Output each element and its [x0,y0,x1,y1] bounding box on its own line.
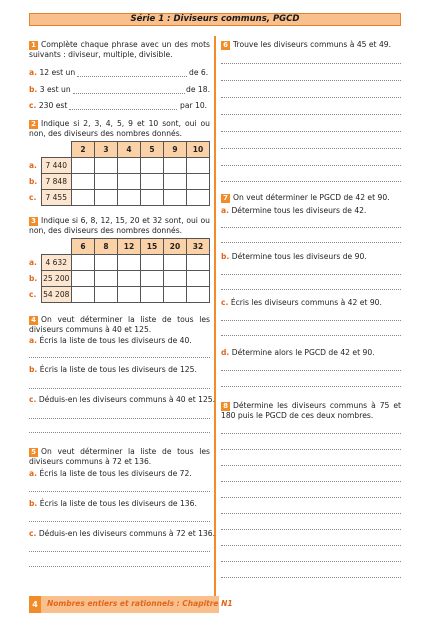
table-header: 10 [187,142,210,158]
answer-line[interactable] [221,481,401,482]
answer-line[interactable] [221,227,401,228]
exercise-8-text: Détermine les diviseurs communs à 75 et 180 puis le PGCD de ces deux nombres. [221,401,401,420]
answer-cell[interactable] [95,271,118,287]
exercise-5-number: 5 [29,448,38,457]
answer-cell[interactable] [187,158,210,174]
exercise-1-item-c [29,101,67,111]
answer-line[interactable] [221,335,401,336]
question-text: Déduis-en les diviseurs communs à 40 et 125. [38,395,216,404]
answer-cell[interactable] [141,255,164,271]
answer-cell[interactable] [118,190,141,206]
answer-cell[interactable] [72,158,95,174]
answer-line[interactable] [221,131,401,132]
exercise-4-text: On veut déterminer la liste de tous les diviseurs communs à 40 et 125. [29,315,210,334]
row-label: b. [29,176,38,186]
exercise-4-c [29,395,215,405]
exercise-6-instruction [221,40,391,50]
exercise-6-text: Trouve les diviseurs communs à 45 et 49. [233,40,392,49]
answer-cell[interactable] [141,158,164,174]
question-text: Écris la liste de tous les diviseurs de 72. [39,469,192,478]
answer-cell[interactable] [72,174,95,190]
page-number: 4 [29,596,41,613]
answer-line[interactable] [221,181,401,182]
table-row [29,190,210,206]
answer-line[interactable] [221,242,401,243]
table-header: 4 [118,142,141,158]
exercise-7-b [221,252,367,262]
question-text: Écris la liste de tous les diviseurs de 125. [39,365,197,374]
answer-cell[interactable] [164,158,187,174]
table-header: 3 [95,142,118,158]
row-value: 54 208 [41,287,72,303]
row-value: 7 455 [41,190,72,206]
table-row [29,287,210,303]
column-divider [214,36,216,596]
row-value: 4 632 [41,255,72,271]
answer-cell[interactable] [187,190,210,206]
exercise-2-instruction [29,119,210,139]
answer-line[interactable] [221,274,401,275]
answer-cell[interactable] [164,255,187,271]
row-value: 25 200 [41,271,72,287]
answer-line[interactable] [29,418,210,419]
exercise-7-a [221,206,366,216]
table-row [29,255,210,271]
exercise-4-instruction [29,315,210,335]
exercise-4-number: 4 [29,316,38,325]
answer-cell[interactable] [187,255,210,271]
exercise-3-text: Indique si 6, 8, 12, 15, 20 et 32 sont, oui ou non, des diviseurs des nombres donnés. [29,216,210,235]
answer-line[interactable] [221,529,401,530]
answer-line[interactable] [221,114,401,115]
exercise-2-table [29,141,210,206]
exercise-5-instruction [29,447,210,467]
exercise-1-text: Complète chaque phrase avec un des mots suivants : diviseur, multiple, divisible. [29,40,210,59]
answer-line[interactable] [29,388,210,389]
answer-line[interactable] [221,545,401,546]
exercise-7-number: 7 [221,194,230,203]
table-row [29,271,210,287]
question-text: Détermine tous les diviseurs de 42. [231,206,367,215]
question-text: Détermine alors le PGCD de 42 et 90. [231,348,375,357]
exercise-6-number: 6 [221,41,230,50]
item-label: a. [29,68,38,77]
answer-line[interactable] [221,97,401,98]
exercise-7-d [221,348,375,358]
item-label: a. [29,469,38,478]
row-value: 7 848 [41,174,72,190]
table-header: 32 [187,239,210,255]
table-row [29,174,210,190]
answer-cell[interactable] [141,190,164,206]
item-label: b. [29,499,38,508]
exercise-1-item-b [29,85,71,95]
answer-cell[interactable] [95,287,118,303]
table-header: 20 [164,239,187,255]
exercise-2-number: 2 [29,120,38,129]
exercise-7-c [221,298,382,308]
question-text: Écris les diviseurs communs à 42 et 90. [230,298,382,307]
exercise-7-text: On veut déterminer le PGCD de 42 et 90. [233,193,390,202]
exercise-1-item-a [29,68,75,78]
exercise-1-instruction [29,40,210,60]
question-text: Écris la liste de tous les diviseurs de 136. [39,499,197,508]
table-header: 12 [118,239,141,255]
answer-line[interactable] [221,449,401,450]
answer-cell[interactable] [164,174,187,190]
exercise-5-a [29,469,192,479]
answer-line[interactable] [221,465,401,466]
answer-cell[interactable] [118,158,141,174]
answer-cell[interactable] [95,174,118,190]
answer-cell[interactable] [72,255,95,271]
answer-line[interactable] [69,109,177,110]
answer-cell[interactable] [164,287,187,303]
answer-cell[interactable] [164,271,187,287]
table-header: 5 [141,142,164,158]
answer-cell[interactable] [95,158,118,174]
row-label: a. [29,160,37,170]
exercise-2-text: Indique si 2, 3, 4, 5, 9 et 10 sont, oui ou non, des diviseurs des nombres donnés. [29,119,210,138]
answer-line[interactable] [221,165,401,166]
item-label: c. [29,395,37,404]
item-label: c. [221,298,229,307]
exercise-3-number: 3 [29,217,38,226]
exercise-4-b [29,365,197,375]
exercise-1-item-c-end: par 10. [180,101,208,110]
item-start: 12 est un [39,68,76,77]
item-label: b. [29,85,38,94]
answer-cell[interactable] [118,271,141,287]
answer-cell[interactable] [118,174,141,190]
page-footer [29,596,233,613]
table-header: 2 [72,142,95,158]
exercise-1-item-a-end: de 6. [189,68,209,77]
row-label: b. [29,273,38,283]
item-label: a. [221,206,230,215]
answer-cell[interactable] [95,190,118,206]
answer-line[interactable] [221,561,401,562]
table-header: 8 [95,239,118,255]
exercise-5-text: On veut déterminer la liste de tous les diviseurs communs à 72 et 136. [29,447,210,466]
exercise-7-instruction [221,193,390,203]
item-label: b. [221,252,230,261]
row-label: a. [29,257,37,267]
exercise-4-a [29,336,192,346]
exercise-3-table [29,238,210,303]
row-label: c. [29,289,37,299]
answer-cell[interactable] [164,190,187,206]
answer-cell[interactable] [72,190,95,206]
table-header: 9 [164,142,187,158]
right-column [221,0,401,619]
item-start: 230 est [38,101,68,110]
answer-line[interactable] [29,521,210,522]
exercise-1-number: 1 [29,41,38,50]
item-start: 3 est un [39,85,71,94]
question-text: Écris la liste de tous les diviseurs de 40. [39,336,192,345]
question-text: Détermine tous les diviseurs de 90. [231,252,367,261]
table-header: 15 [141,239,164,255]
table-row [29,158,210,174]
footer-chapter-title: Nombres entiers et rationnels : Chapitre N1 [47,599,233,608]
answer-cell[interactable] [187,271,210,287]
exercise-1-item-b-end: de 18. [186,85,210,94]
answer-line[interactable] [73,93,185,94]
table-header: 6 [72,239,95,255]
answer-line[interactable] [29,566,210,567]
answer-cell[interactable] [141,271,164,287]
answer-line[interactable] [221,320,401,321]
answer-line[interactable] [77,76,187,77]
answer-cell[interactable] [187,174,210,190]
exercise-5-c [29,529,215,539]
item-label: b. [29,365,38,374]
answer-cell[interactable] [141,174,164,190]
item-label: a. [29,336,38,345]
answer-line[interactable] [221,433,401,434]
answer-cell[interactable] [141,287,164,303]
answer-line[interactable] [29,432,210,433]
exercise-8-instruction [221,401,401,421]
exercise-5-b [29,499,197,509]
page-title: Série 1 : Diviseurs communs, PGCD [29,13,401,26]
answer-cell[interactable] [187,287,210,303]
answer-line[interactable] [221,80,401,81]
answer-line[interactable] [221,513,401,514]
answer-cell[interactable] [72,287,95,303]
answer-line[interactable] [29,491,210,492]
answer-line[interactable] [221,63,401,64]
answer-line[interactable] [221,370,401,371]
answer-line[interactable] [221,289,401,290]
row-value: 7 440 [41,158,72,174]
answer-cell[interactable] [95,255,118,271]
exercise-8-number: 8 [221,402,230,411]
question-text: Déduis-en les diviseurs communs à 72 et 136. [38,529,216,538]
answer-cell[interactable] [118,255,141,271]
row-label: c. [29,192,37,202]
item-label: c. [29,101,37,110]
answer-line[interactable] [221,577,401,578]
answer-line[interactable] [221,497,401,498]
exercise-3-instruction [29,216,210,236]
item-label: d. [221,348,230,357]
item-label: c. [29,529,37,538]
answer-line[interactable] [29,357,210,358]
answer-cell[interactable] [118,287,141,303]
answer-cell[interactable] [72,271,95,287]
answer-line[interactable] [221,386,401,387]
answer-line[interactable] [221,148,401,149]
answer-line[interactable] [29,551,210,552]
